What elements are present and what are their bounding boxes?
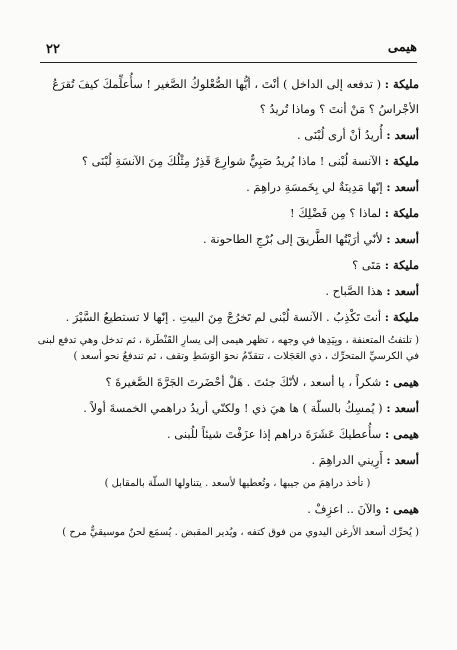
play-text (36, 72, 419, 545)
dialogue-line (36, 395, 419, 421)
dialogue-line (36, 304, 419, 330)
dialogue-line (36, 226, 419, 252)
speaker-name: هيمى : (384, 502, 419, 516)
dialogue-line (36, 174, 419, 200)
dialogue-text: هذا الصَّباح . (325, 284, 383, 298)
speaker-name: مليكة : (384, 310, 419, 324)
dialogue-text: لأنّي أرَيْتُها الطَّريقَ إلى بُرْجِ الطاحونة . (202, 232, 383, 246)
speaker-name: مليكة : (384, 206, 419, 220)
dialogue-line (36, 496, 419, 522)
dialogue-text: لماذا ؟ مِن فَضْلِكَ ! (289, 206, 382, 220)
dialogue-text: شكراً ، يا أسعد ، لأنّكَ جئتَ . هَلْ أحْضَرتَ الجَرَّةَ الصَّغيرةَ ؟ (105, 375, 382, 389)
dialogue-text: والآنَ .. اعزِفْ . (307, 502, 382, 516)
dialogue-line (36, 72, 419, 122)
dialogue-text: ( تدفعه إلى الداخل ) أنْتَ ، أيُّها الصُّعْلوكُ الصَّغير ! سأُعلِّمكَ كيفَ تُقرَعُ الأجْراسُ ؟ مَنْ أنتَ ؟ وماذا تُريدُ ؟ (52, 77, 419, 116)
dialogue-line (36, 278, 419, 304)
dialogue-line (36, 200, 419, 226)
speaker-name: مليكة : (384, 77, 419, 91)
speaker-name: مليكة : (384, 258, 419, 272)
speaker-name: هيمى : (384, 427, 419, 441)
dialogue-line (36, 122, 419, 148)
speaker-name: أسعد : (386, 180, 419, 194)
dialogue-line (36, 421, 419, 447)
stage-direction: ( تأخذ دراهِمَ من جيبها ، وتُعطيها لأسعد . يتناولها السلّة بالمقابل ) (104, 478, 371, 489)
speaker-name: هيمى : (384, 375, 419, 389)
dialogue-line (36, 447, 419, 473)
dialogue-text: مَتَى ؟ (352, 258, 382, 272)
speaker-name: أسعد : (386, 453, 419, 467)
dialogue-line (36, 369, 419, 395)
dialogue-line (36, 252, 419, 278)
running-title: هيمى (387, 40, 417, 55)
speaker-name: مليكة : (384, 154, 419, 168)
dialogue-text: سأُعطيكَ عَشَرَةَ دراهم إذا عزَفْتَ شيئاً للُبنى . (166, 427, 382, 441)
stage-direction: ( يُحرِّك أسعد الأرغن اليدوي من فوق كتفه ، ويُدير المقبض . يُسمَع لحنٌ موسيقيٌّ مرح ) (62, 527, 419, 538)
page-header (40, 38, 417, 62)
dialogue-text: أُريدُ أنْ أرى لُبْنَى . (296, 128, 383, 142)
speaker-name: أسعد : (386, 401, 419, 415)
stage-direction: ( تلتفتُ المتعنفة ، وبِيَدِها في وجهه ، تظهر هيمى إلى يسارِ القَنْطَرة ، ثم تدخل وهي تدفع لبنى في الكرسيِّ المتحرِّك ، ذي العَجَلات ، تتقدّمُ نحوَ الوَسَطِ وتقف ، ثم تندفعُ نحو أسعد ) (37, 335, 419, 362)
dialogue-text: إنّها مَدِينَةٌ لي بِخَمسَةِ دراهِمَ . (246, 180, 383, 194)
dialogue-text: الآنسة لُبْنى ! ماذا يُريدُ صَبِيٌّ شوارِعَ قَذِرٌ مِثْلُكَ مِنَ الآنسَةِ لُبْنَى ؟ (81, 154, 382, 168)
page-number: ٢٢ (46, 42, 60, 57)
header-rule (40, 62, 417, 63)
dialogue-text: أنتَ تَكْذِبُ . الآنسة لُبْنى لم تَخرُجْ مِنَ البيتِ . إنّها لا تستطيعُ السَّيْرَ . (65, 310, 382, 324)
dialogue-line (36, 148, 419, 174)
speaker-name: أسعد : (386, 128, 419, 142)
dialogue-text: أَرِيني الدراهِمَ . (311, 453, 383, 467)
speaker-name: أسعد : (386, 284, 419, 298)
speaker-name: أسعد : (386, 232, 419, 246)
dialogue-text: ( يُمسِكُ بالسلّة ) ها هيَ ذي ! ولكنّي أريدُ دراهمي الخمسةَ أولاً . (83, 401, 383, 415)
